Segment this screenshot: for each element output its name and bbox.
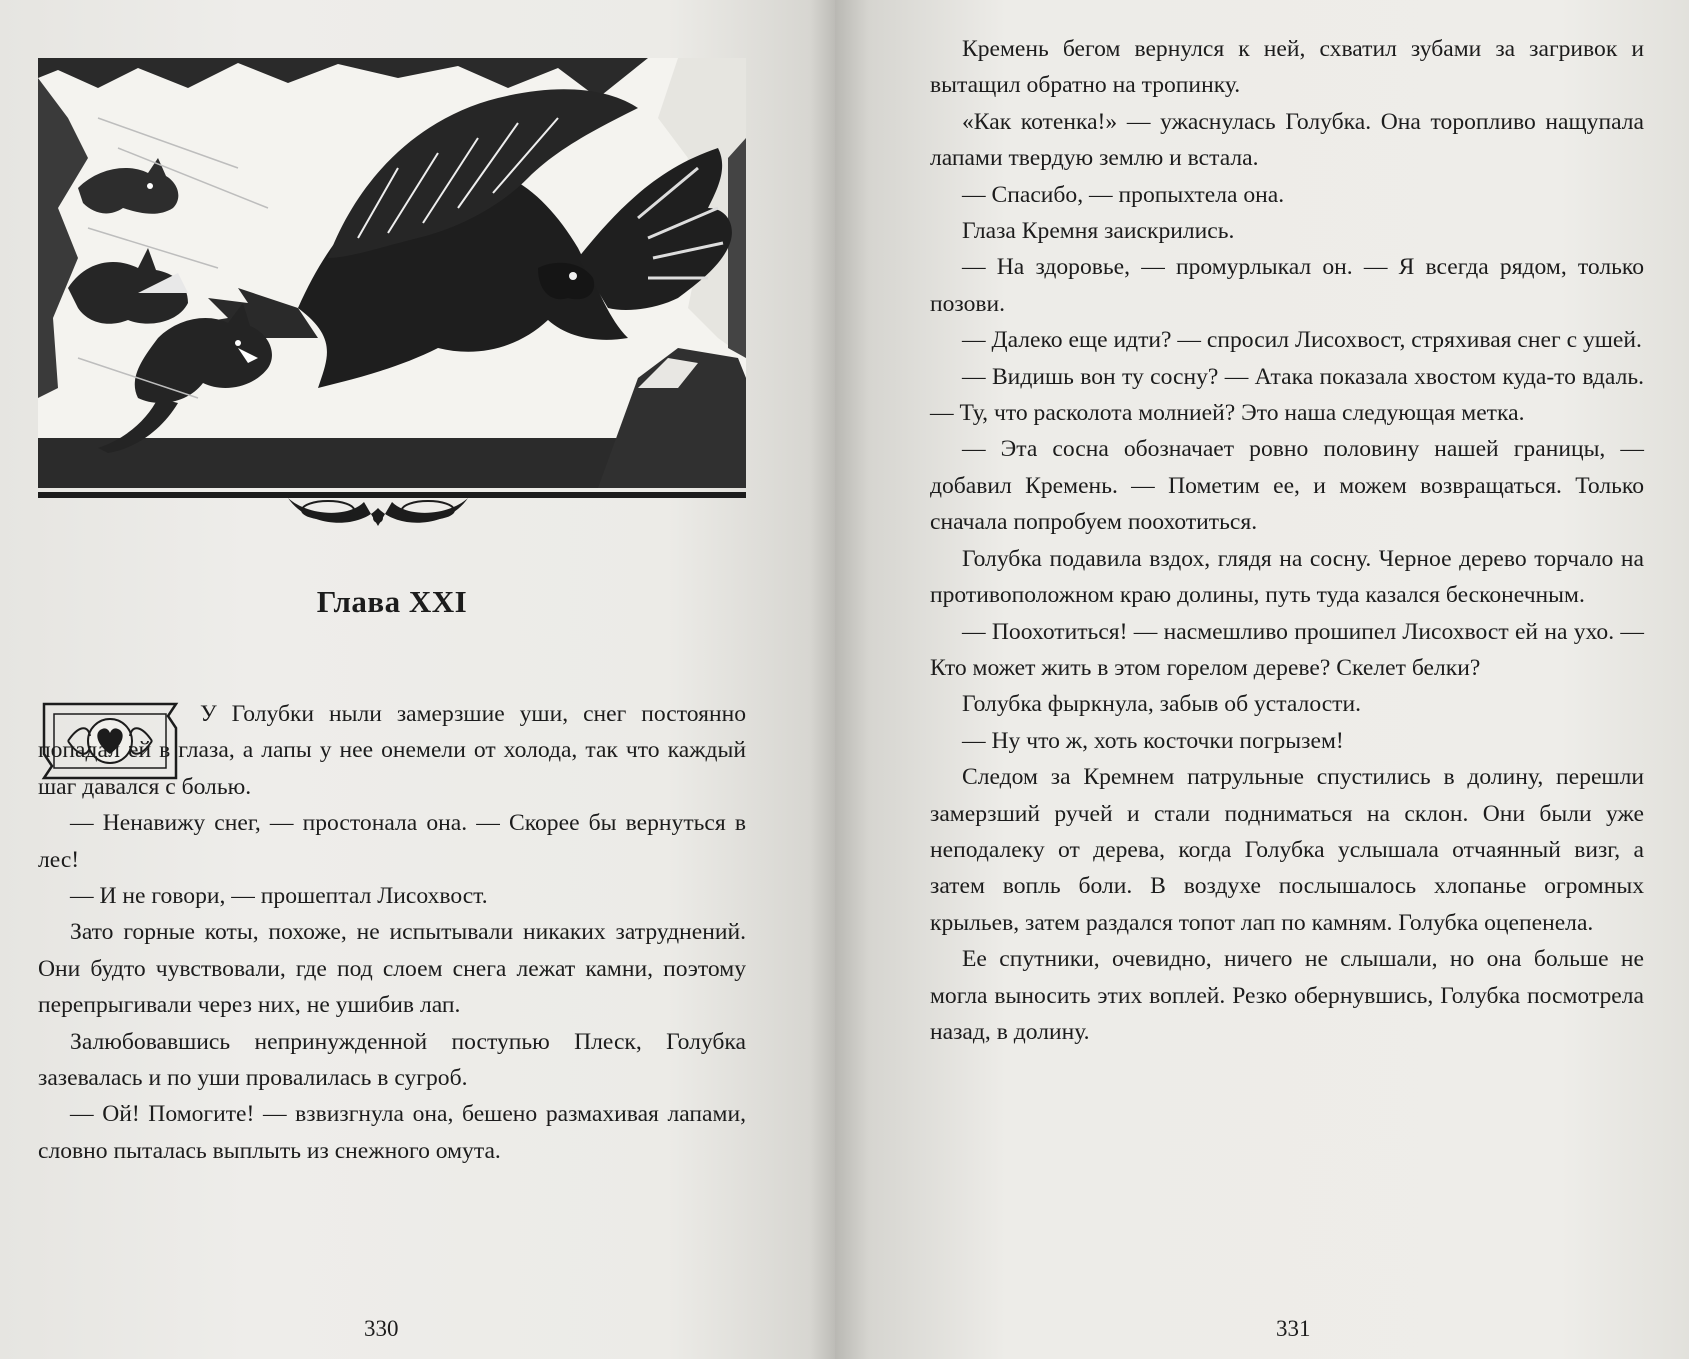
paragraph: Зато горные коты, похоже, не испытывали никаких затруднений. Они будто чувствовали, где под слоем снега лежат камни, поэтому перепрыгивали через них, не ушибив лап.	[38, 919, 746, 1019]
eagle-illustration-icon	[38, 58, 746, 488]
chapter-illustration	[38, 58, 746, 488]
left-page	[0, 0, 835, 1359]
paragraph: — Видишь вон ту сосну? — Атака показала хвостом куда-то вдаль. — Ту, что расколота молнией? Это наша следующая метка.	[930, 363, 1644, 427]
paragraph: Глаза Кремня заискрились.	[962, 218, 1235, 245]
paragraph: — Ну что ж, хоть косточки погрызем!	[962, 727, 1344, 754]
paragraph: «Как котенка!» — ужаснулась Голубка. Она торопливо нащупала лапами твердую землю и встала.	[930, 108, 1644, 172]
paragraph: У Голубки ныли замерзшие уши, снег постоянно попадал ей в глаза, а лапы у нее онемели от холода, так что каждый шаг давался с болью.	[38, 701, 746, 800]
paragraph: — Далеко еще идти? — спросил Лисохвост, стряхивая снег с ушей.	[962, 327, 1642, 354]
paragraph: — На здоровье, — промурлыкал он. — Я всегда рядом, только позови.	[930, 254, 1644, 317]
paragraph: — Эта сосна обозначает ровно половину нашей границы, — добавил Кремень. — Пометим ее, и можем возвращаться. Только сначала попробуем поохотиться.	[930, 436, 1644, 536]
paragraph: Следом за Кремнем патрульные спустились в долину, перешли замерзший ручей и стали подниматься на склон. Они были уже неподалеку от дерева, когда Голубка услышала отчаянный визг, а затем вопль боли. В воздухе послышалось хлопанье огромных крыльев, затем раздался топот лап по камням. Голубка оцепенела.	[930, 764, 1644, 936]
paragraph: — Поохотиться! — насмешливо прошипел Лисохвост ей на ухо. — Кто может жить в этом горелом дереве? Скелет белки?	[930, 618, 1644, 681]
left-body-text	[38, 696, 746, 1169]
paragraph: — Ой! Помогите! — взвизгнула она, бешено размахивая лапами, словно пыталась выплыть из снежного омута.	[38, 1101, 746, 1164]
page-number: 331	[1276, 1316, 1311, 1341]
chapter-ornament	[38, 488, 746, 532]
paragraph: Голубка фыркнула, забыв об усталости.	[962, 691, 1362, 718]
paragraph: — Спасибо, — пропыхтела она.	[962, 181, 1285, 208]
leaf-ornament-icon	[38, 488, 746, 532]
paragraph: Кремень бегом вернулся к ней, схватил зубами за загривок и вытащил обратно на тропинку.	[930, 36, 1644, 99]
paragraph: Голубка подавила вздох, глядя на сосну. Черное дерево торчало на противоположном краю долины, путь туда казался бесконечным.	[930, 545, 1644, 609]
paragraph: — Ненавижу снег, — простонала она. — Скорее бы вернуться в лес!	[38, 810, 746, 873]
chapter-title: Глава XXI	[316, 584, 468, 619]
paragraph: Залюбовавшись непринужденной поступью Плеск, Голубка зазевалась и по уши провалилась в сугроб.	[38, 1028, 746, 1092]
page-number: 330	[364, 1316, 399, 1341]
paragraph: Ее спутники, очевидно, ничего не слышали, но она больше не могла выносить этих воплей. Резко обернувшись, Голубка посмотрела назад, в долину.	[930, 946, 1644, 1045]
paragraph: — И не говори, — прошептал Лисохвост.	[70, 883, 488, 910]
right-body-text	[930, 31, 1644, 1050]
